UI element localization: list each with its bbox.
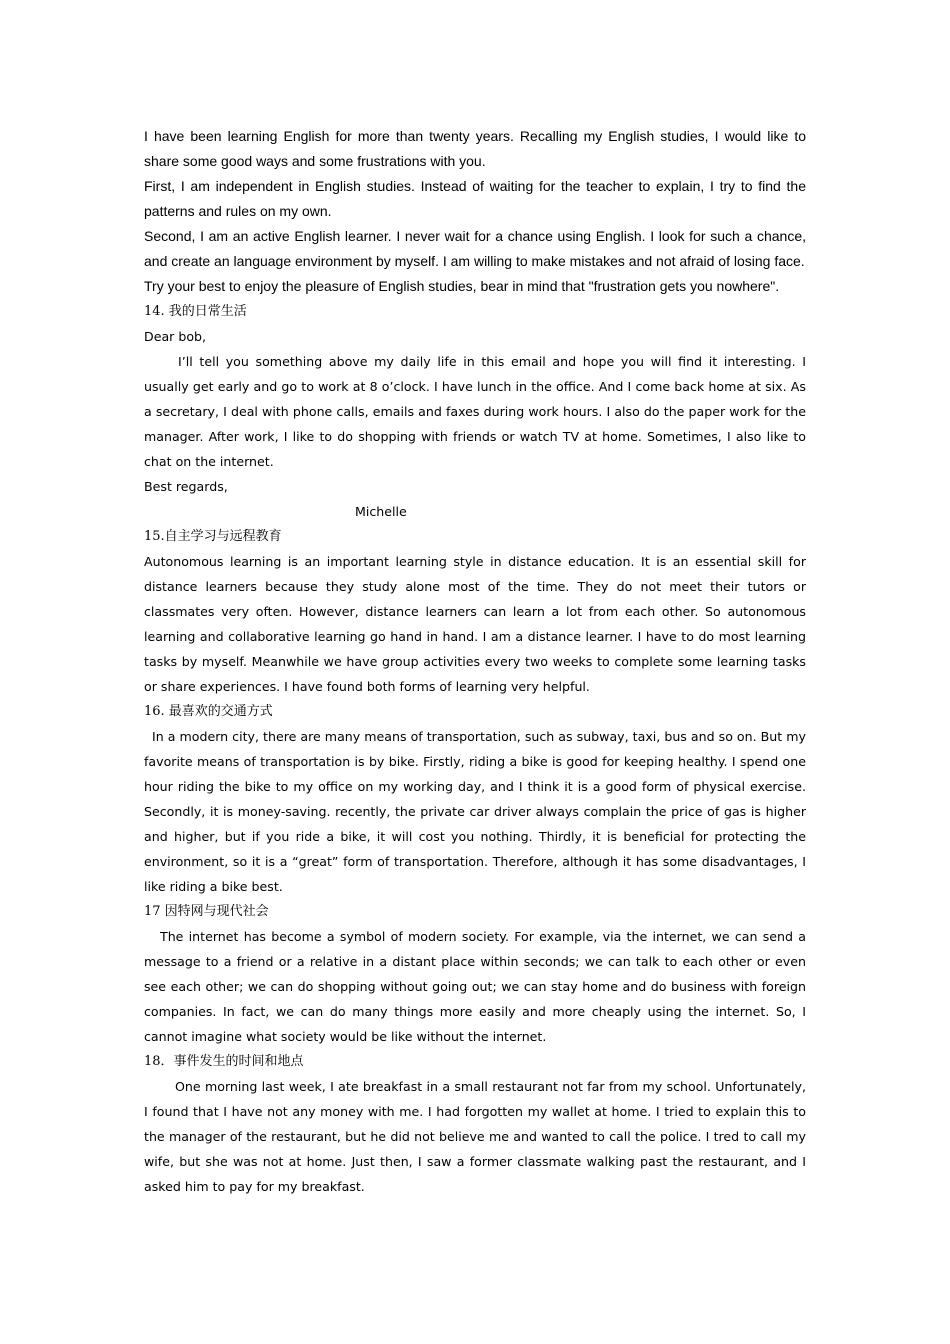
s14-body: I’ll tell you something above my daily life in this email and hope you will find it interesting. I usually get early and go to work at 8 o’clock. I have lunch in the office. And I come back home at six. As a secretary, I deal with phone calls, emails and faxes during work hours. I also do the paper work for the manager. After work, I like to do shopping with friends or watch TV at home. Sometimes, I also like to chat on the internet.	[144, 354, 806, 469]
s15-heading: 15.自主学习与远程教育	[144, 529, 282, 544]
s16-body: In a modern city, there are many means of transportation, such as subway, taxi, bus and so on. But my favorite means of transportation is by bike. Firstly, riding a bike is good for keeping healthy. I spend one hour riding the bike to my office on my working day, and I think it is a good form of physical exercise. Secondly, it is money-saving. recently, the private car driver always complain the price of gas is higher and higher, but if you ride a bike, it will cost you nothing. Thirdly, it is beneficial for protecting the environment, so it is a “great” form of transportation. Therefore, although it has some disadvantages, I like riding a bike best.	[144, 729, 806, 894]
s14-signature: Michelle	[355, 504, 407, 519]
s15-body: Autonomous learning is an important learning style in distance education. It is an essential skill for distance learners because they study alone most of the time. They do not meet their tutors or classmates very often. However, distance learners can learn a lot from each other. So autonomous learning and collaborative learning go hand in hand. I am a distance learner. I have to do most learning tasks by myself. Meanwhile we have group activities every two weeks to complete some learning tasks or share experiences. I have found both forms of learning very helpful.	[144, 554, 806, 694]
document-content	[144, 124, 806, 1199]
s13-paragraph-4: Try your best to enjoy the pleasure of English studies, bear in mind that "frustration gets you nowhere".	[144, 278, 780, 294]
s14-greeting: Dear bob,	[144, 329, 207, 344]
s14-heading: 14. 我的日常生活	[144, 304, 247, 319]
s13-paragraph-2: First, I am independent in English studies. Instead of waiting for the teacher to explain, I try to find the patterns and rules on my own.	[144, 178, 806, 219]
s17-body: The internet has become a symbol of modern society. For example, via the internet, we can send a message to a friend or a relative in a distant place within seconds; we can talk to each other or even see each other; we can do shopping without going out; we can stay home and do business with foreign companies. In fact, we can do many things more easily and more cheaply using the internet. So, I cannot imagine what society would be like without the internet.	[144, 929, 806, 1044]
s13-paragraph-3: Second, I am an active English learner. I never wait for a chance using English. I look for such a chance, and create an language environment by myself. I am willing to make mistakes and not afraid of losing face.	[144, 228, 806, 269]
s13-paragraph-1: I have been learning English for more than twenty years. Recalling my English studies, I would like to share some good ways and some frustrations with you.	[144, 128, 806, 169]
s18-body: One morning last week, I ate breakfast in a small restaurant not far from my school. Unfortunately, I found that I have not any money with me. I had forgotten my wallet at home. I tried to explain this to the manager of the restaurant, but he did not believe me and wanted to call the police. I tred to call my wife, but she was not at home. Just then, I saw a former classmate walking past the restaurant, and I asked him to pay for my breakfast.	[144, 1079, 806, 1194]
s18-heading: 18．事件发生的时间和地点	[144, 1054, 304, 1069]
s14-closing: Best regards,	[144, 479, 228, 494]
s17-heading: 17 因特网与现代社会	[144, 904, 269, 919]
s16-heading: 16. 最喜欢的交通方式	[144, 704, 273, 719]
